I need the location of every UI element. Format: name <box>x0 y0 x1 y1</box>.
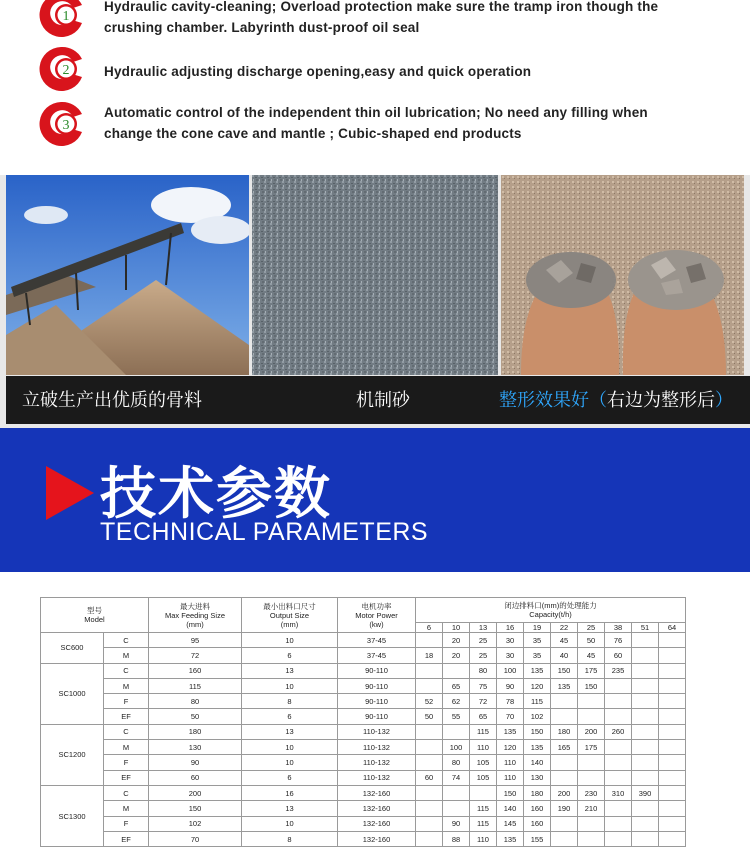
capacity-cell: 102 <box>524 709 551 724</box>
output-cell: 8 <box>242 831 338 846</box>
capacity-cell: 20 <box>443 633 470 648</box>
capacity-cell <box>659 663 686 678</box>
feed-cell: 60 <box>149 770 242 785</box>
capacity-cell <box>416 801 443 816</box>
capacity-cell <box>578 816 605 831</box>
capacity-cell <box>632 770 659 785</box>
capacity-cell: 120 <box>524 678 551 693</box>
feed-cell: 95 <box>149 633 242 648</box>
capacity-col-header: 51 <box>632 623 659 633</box>
capacity-cell <box>605 709 632 724</box>
capacity-cell <box>551 831 578 846</box>
capacity-cell <box>551 816 578 831</box>
capacity-cell <box>416 816 443 831</box>
type-cell: F <box>104 755 149 770</box>
table-row <box>41 816 686 831</box>
photo-band <box>0 175 750 428</box>
caption-aggregate: 立破生产出优质的骨料 <box>22 390 202 411</box>
capacity-cell <box>659 678 686 693</box>
capacity-cell: 135 <box>497 831 524 846</box>
capacity-cell <box>605 831 632 846</box>
feed-cell: 150 <box>149 801 242 816</box>
capacity-cell: 145 <box>497 816 524 831</box>
capacity-col-header: 64 <box>659 623 686 633</box>
capacity-cell <box>551 709 578 724</box>
capacity-cell <box>659 816 686 831</box>
capacity-cell <box>416 785 443 800</box>
capacity-col-header: 19 <box>524 623 551 633</box>
capacity-cell: 110 <box>497 755 524 770</box>
capacity-cell <box>578 709 605 724</box>
capacity-cell <box>659 785 686 800</box>
type-cell: C <box>104 724 149 739</box>
svg-text:3: 3 <box>62 118 70 133</box>
header-model: 型号 Model <box>41 598 149 633</box>
capacity-cell <box>659 648 686 663</box>
output-cell: 6 <box>242 770 338 785</box>
capacity-cell <box>605 770 632 785</box>
capacity-cell <box>443 801 470 816</box>
capacity-cell <box>578 755 605 770</box>
capacity-cell: 90 <box>443 816 470 831</box>
capacity-cell: 30 <box>497 633 524 648</box>
output-cell: 13 <box>242 801 338 816</box>
capacity-cell: 160 <box>524 816 551 831</box>
capacity-cell: 52 <box>416 694 443 709</box>
capacity-cell: 110 <box>470 831 497 846</box>
play-triangle-icon <box>46 466 94 520</box>
capacity-cell <box>551 755 578 770</box>
capacity-cell: 115 <box>470 801 497 816</box>
capacity-cell: 110 <box>470 740 497 755</box>
power-cell: 90-110 <box>338 663 416 678</box>
capacity-cell: 175 <box>578 740 605 755</box>
capacity-cell: 60 <box>416 770 443 785</box>
capacity-cell: 235 <box>605 663 632 678</box>
type-cell: C <box>104 633 149 648</box>
features-section <box>0 0 750 175</box>
capacity-cell <box>416 633 443 648</box>
capacity-cell: 65 <box>470 709 497 724</box>
capacity-cell: 50 <box>416 709 443 724</box>
capacity-cell: 74 <box>443 770 470 785</box>
capacity-cell <box>416 724 443 739</box>
capacity-cell: 30 <box>497 648 524 663</box>
power-cell: 37-45 <box>338 633 416 648</box>
feature-1-line-2: crushing chamber. Labyrinth dust-proof oil seal <box>104 20 420 35</box>
header-capacity: 闭边排料口(mm)的处理能力 Capacity(t/h) <box>416 598 686 623</box>
capacity-cell: 80 <box>443 755 470 770</box>
capacity-cell <box>632 694 659 709</box>
capacity-cell <box>632 801 659 816</box>
capacity-cell <box>605 740 632 755</box>
capacity-cell: 150 <box>551 663 578 678</box>
feed-cell: 130 <box>149 740 242 755</box>
capacity-cell: 65 <box>443 678 470 693</box>
capacity-cell: 260 <box>605 724 632 739</box>
capacity-col-header: 6 <box>416 623 443 633</box>
table-row <box>41 785 686 800</box>
capacity-cell <box>632 816 659 831</box>
capacity-col-header: 16 <box>497 623 524 633</box>
type-cell: EF <box>104 709 149 724</box>
capacity-cell <box>632 755 659 770</box>
type-cell: M <box>104 740 149 755</box>
capacity-cell <box>470 785 497 800</box>
output-cell: 8 <box>242 694 338 709</box>
capacity-cell: 50 <box>578 633 605 648</box>
model-cell: SC600 <box>41 633 104 664</box>
capacity-cell <box>659 740 686 755</box>
capacity-cell: 135 <box>497 724 524 739</box>
capacity-cell: 140 <box>497 801 524 816</box>
power-cell: 110-132 <box>338 770 416 785</box>
capacity-cell <box>632 740 659 755</box>
power-cell: 132-160 <box>338 816 416 831</box>
feed-cell: 80 <box>149 694 242 709</box>
header-power: 电机功率 Motor Power (kw) <box>338 598 416 633</box>
feed-cell: 160 <box>149 663 242 678</box>
tech-params-header <box>0 428 750 572</box>
output-cell: 13 <box>242 663 338 678</box>
capacity-cell <box>632 633 659 648</box>
power-cell: 110-132 <box>338 724 416 739</box>
table-row <box>41 770 686 785</box>
capacity-cell: 180 <box>524 785 551 800</box>
capacity-cell <box>416 740 443 755</box>
capacity-cell: 60 <box>605 648 632 663</box>
capacity-cell: 135 <box>551 678 578 693</box>
capacity-cell: 110 <box>497 770 524 785</box>
capacity-cell <box>659 724 686 739</box>
capacity-cell: 105 <box>470 755 497 770</box>
model-cell: SC1000 <box>41 663 104 724</box>
feature-3-line-2: change the cone cave and mantle ; Cubic-shaped end products <box>104 126 522 141</box>
capacity-cell <box>632 831 659 846</box>
capacity-cell <box>416 663 443 678</box>
capacity-cell: 165 <box>551 740 578 755</box>
capacity-cell: 175 <box>578 663 605 678</box>
capacity-cell <box>416 678 443 693</box>
capacity-cell: 105 <box>470 770 497 785</box>
capacity-cell: 72 <box>470 694 497 709</box>
output-cell: 6 <box>242 648 338 663</box>
hands-gravel-photo <box>501 175 744 375</box>
spec-table-body <box>41 633 686 847</box>
capacity-cell: 35 <box>524 633 551 648</box>
capacity-cell <box>443 785 470 800</box>
capacity-cell: 230 <box>578 785 605 800</box>
capacity-cell <box>578 770 605 785</box>
stockpile-photo <box>6 175 249 375</box>
capacity-col-header: 10 <box>443 623 470 633</box>
capacity-cell: 160 <box>524 801 551 816</box>
output-cell: 10 <box>242 755 338 770</box>
header-feed: 最大进料 Max Feeding Size (mm) <box>149 598 242 633</box>
feed-cell: 180 <box>149 724 242 739</box>
capacity-cell: 210 <box>578 801 605 816</box>
capacity-cell: 35 <box>524 648 551 663</box>
feature-2-line-1: Hydraulic adjusting discharge opening,easy and quick operation <box>104 64 532 79</box>
capacity-cell: 25 <box>470 648 497 663</box>
capacity-cell: 155 <box>524 831 551 846</box>
capacity-cell <box>632 709 659 724</box>
capacity-cell <box>551 770 578 785</box>
capacity-cell <box>551 694 578 709</box>
badge-2-icon <box>36 44 86 94</box>
power-cell: 90-110 <box>338 709 416 724</box>
capacity-cell: 80 <box>470 663 497 678</box>
caption-shaping-c: ） <box>715 390 733 411</box>
capacity-cell <box>443 724 470 739</box>
type-cell: C <box>104 785 149 800</box>
type-cell: EF <box>104 770 149 785</box>
capacity-cell: 90 <box>497 678 524 693</box>
table-row <box>41 740 686 755</box>
capacity-cell <box>605 801 632 816</box>
capacity-cell <box>605 816 632 831</box>
type-cell: M <box>104 648 149 663</box>
type-cell: F <box>104 694 149 709</box>
table-row <box>41 694 686 709</box>
tech-title-en: TECHNICAL PARAMETERS <box>100 518 429 546</box>
capacity-cell <box>659 755 686 770</box>
feed-cell: 50 <box>149 709 242 724</box>
feed-cell: 102 <box>149 816 242 831</box>
table-row <box>41 755 686 770</box>
power-cell: 90-110 <box>338 678 416 693</box>
capacity-cell <box>659 694 686 709</box>
feed-cell: 200 <box>149 785 242 800</box>
model-cell: SC1200 <box>41 724 104 785</box>
capacity-cell: 115 <box>524 694 551 709</box>
power-cell: 90-110 <box>338 694 416 709</box>
capacity-cell: 62 <box>443 694 470 709</box>
type-cell: M <box>104 678 149 693</box>
caption-shaping-b: 右边为整形后 <box>607 390 715 411</box>
capacity-col-header: 25 <box>578 623 605 633</box>
capacity-cell <box>416 831 443 846</box>
capacity-cell: 130 <box>524 770 551 785</box>
capacity-cell <box>632 678 659 693</box>
capacity-cell: 45 <box>578 648 605 663</box>
capacity-cell <box>632 663 659 678</box>
table-row <box>41 648 686 663</box>
output-cell: 10 <box>242 740 338 755</box>
capacity-cell <box>578 831 605 846</box>
capacity-cell <box>605 678 632 693</box>
capacity-cell <box>605 755 632 770</box>
capacity-cell: 25 <box>470 633 497 648</box>
feed-cell: 115 <box>149 678 242 693</box>
capacity-cell: 88 <box>443 831 470 846</box>
badge-3-icon <box>36 99 86 149</box>
type-cell: M <box>104 801 149 816</box>
output-cell: 10 <box>242 633 338 648</box>
type-cell: C <box>104 663 149 678</box>
output-cell: 16 <box>242 785 338 800</box>
capacity-cell: 20 <box>443 648 470 663</box>
caption-shaping-a: 整形效果好（ <box>499 390 607 411</box>
capacity-cell: 135 <box>524 663 551 678</box>
capacity-cell: 150 <box>578 678 605 693</box>
capacity-cell: 200 <box>578 724 605 739</box>
capacity-cell: 18 <box>416 648 443 663</box>
capacity-cell: 310 <box>605 785 632 800</box>
capacity-cell: 150 <box>524 724 551 739</box>
capacity-cell: 100 <box>443 740 470 755</box>
power-cell: 132-160 <box>338 831 416 846</box>
capacity-cell: 135 <box>524 740 551 755</box>
table-row <box>41 678 686 693</box>
capacity-cell <box>659 633 686 648</box>
capacity-cell <box>632 724 659 739</box>
capacity-cell: 100 <box>497 663 524 678</box>
capacity-cell: 40 <box>551 648 578 663</box>
output-cell: 6 <box>242 709 338 724</box>
power-cell: 132-160 <box>338 801 416 816</box>
capacity-cell <box>416 755 443 770</box>
capacity-col-header: 13 <box>470 623 497 633</box>
capacity-cell <box>605 694 632 709</box>
power-cell: 110-132 <box>338 755 416 770</box>
capacity-cell: 45 <box>551 633 578 648</box>
table-row <box>41 801 686 816</box>
output-cell: 10 <box>242 816 338 831</box>
capacity-cell <box>659 770 686 785</box>
tech-title-cn: 技术参数 <box>100 462 332 527</box>
capacity-cell <box>659 709 686 724</box>
capacity-cell: 200 <box>551 785 578 800</box>
capacity-cell: 390 <box>632 785 659 800</box>
caption-sand: 机制砂 <box>356 390 410 411</box>
output-cell: 10 <box>242 678 338 693</box>
capacity-cell: 140 <box>524 755 551 770</box>
capacity-cell: 75 <box>470 678 497 693</box>
capacity-cell: 55 <box>443 709 470 724</box>
table-row <box>41 633 686 648</box>
sand-photo <box>252 175 498 375</box>
header-output: 最小出料口尺寸 Output Size (mm) <box>242 598 338 633</box>
power-cell: 110-132 <box>338 740 416 755</box>
table-row <box>41 709 686 724</box>
capacity-col-header: 22 <box>551 623 578 633</box>
capacity-cell: 115 <box>470 724 497 739</box>
spec-table-section <box>0 572 750 852</box>
capacity-col-header: 38 <box>605 623 632 633</box>
table-row <box>41 663 686 678</box>
svg-text:2: 2 <box>62 63 70 78</box>
capacity-cell <box>659 831 686 846</box>
capacity-cell <box>632 648 659 663</box>
spec-table <box>40 597 686 847</box>
power-cell: 37-45 <box>338 648 416 663</box>
capacity-cell: 120 <box>497 740 524 755</box>
power-cell: 132-160 <box>338 785 416 800</box>
output-cell: 13 <box>242 724 338 739</box>
table-row <box>41 724 686 739</box>
photo-caption-bar <box>6 376 750 424</box>
type-cell: F <box>104 816 149 831</box>
caption-shaping <box>499 386 733 412</box>
capacity-cell: 70 <box>497 709 524 724</box>
capacity-cell: 78 <box>497 694 524 709</box>
feed-cell: 70 <box>149 831 242 846</box>
table-row <box>41 831 686 846</box>
feed-cell: 90 <box>149 755 242 770</box>
capacity-cell <box>443 663 470 678</box>
feed-cell: 72 <box>149 648 242 663</box>
capacity-cell: 190 <box>551 801 578 816</box>
capacity-cell: 76 <box>605 633 632 648</box>
model-cell: SC1300 <box>41 785 104 846</box>
capacity-cell <box>659 801 686 816</box>
badge-1-icon <box>36 0 86 40</box>
feature-3-line-1: Automatic control of the independent thin oil lubrication; No need any filling when <box>104 105 648 120</box>
capacity-cell: 115 <box>470 816 497 831</box>
feature-1-line-1: Hydraulic cavity-cleaning; Overload protection make sure the tramp iron though the <box>104 0 659 14</box>
capacity-cell: 150 <box>497 785 524 800</box>
capacity-cell: 180 <box>551 724 578 739</box>
capacity-cell <box>578 694 605 709</box>
type-cell: EF <box>104 831 149 846</box>
svg-text:1: 1 <box>62 9 70 24</box>
